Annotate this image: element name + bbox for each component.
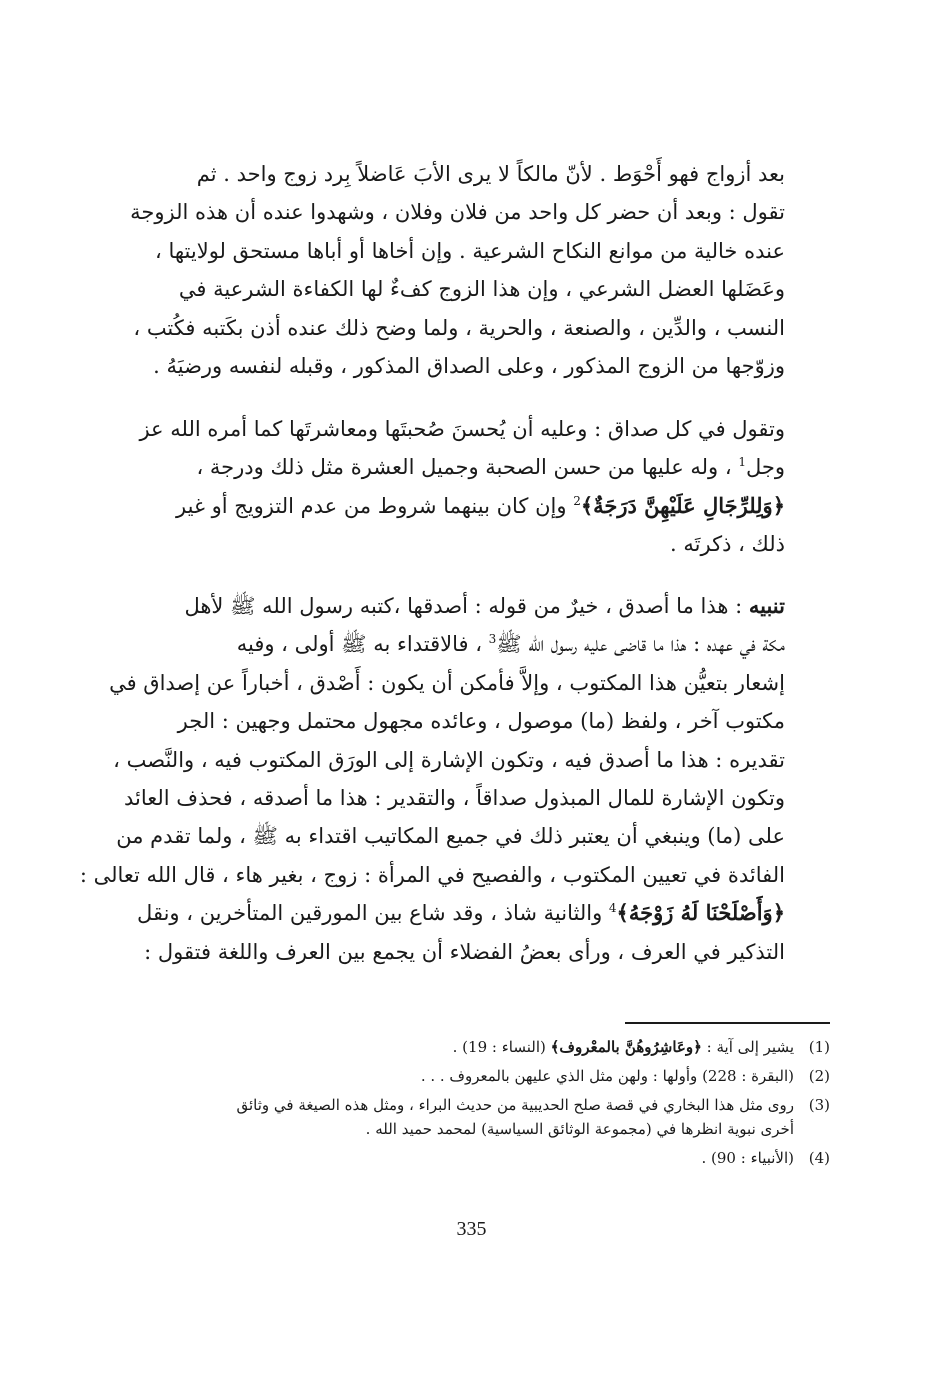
footnote-text (150, 1035, 794, 1059)
text-segment: مكة في عهده : هذا ما قاضى عليه رسول الله ﷺ (496, 632, 785, 657)
footnote-line: روى مثل هذا البخاري في قصة صلح الحديبية من حديث البراء ، ومثل هذه الصيغة في وثائق (236, 1096, 794, 1114)
footnote-ref-4[interactable]: 4 (608, 901, 617, 916)
text-line (160, 625, 785, 663)
text-line: عنده خالية من موانع النكاح الشرعية . وإن أخاها أو أباها مستحق لولايتها ، (155, 238, 785, 263)
footnote-number: (3) (808, 1096, 830, 1114)
text-line: وزوّجها من الزوج المذكور ، وعلى الصداق المذكور ، وقبله لنفسه ورضيَهُ . (153, 353, 785, 378)
text-line: ذلك ، ذكرتَه . (670, 532, 785, 557)
footnote-text (150, 1093, 794, 1141)
text-line: تقول : وبعد أن حضر كل واحد من فلان وفلان ، وشهدوا عنده أن هذه الزوجة (130, 200, 785, 225)
text-segment: والثانية شاذ ، وقد شاع بين المورقين المتأخرين ، ونقل (137, 901, 609, 926)
footnote-2 (150, 1064, 830, 1088)
text-segment: وإن كان بينهما شروط من عدم التزويج أو غير (176, 493, 574, 518)
footnote-line: (البقرة : 228) وأولها : ولهن مثل الذي عليهن بالمعروف . . . (420, 1067, 794, 1085)
page-number: 335 (456, 1218, 487, 1240)
footnote-1 (150, 1035, 830, 1059)
text-line (160, 487, 785, 525)
text-line: وتكون الإشارة للمال المبذول صداقاً ، والتقدير : هذا ما أصدقه ، فحذف العائد (124, 785, 785, 810)
text-line: إشعار بتعيُّن هذا المكتوب ، وإلاَّ فأمكن أن يكون : أَصْدق ، أخباراً عن إصداق في (109, 670, 785, 695)
footnote-text (150, 1064, 794, 1088)
footnote-line: (الأنبياء : 90) . (701, 1149, 794, 1167)
text-segment: ، وله عليها من حسن الصحبة وجميل العشرة مثل ذلك ودرجة ، (196, 455, 739, 480)
footnote-line: أخرى نبوية انظرها في (مجموعة الوثائق السياسية) لمحمد حميد الله . (365, 1120, 794, 1138)
quran-verse: ﴿وَلِلرِّجَالِ عَلَيْهِنَّ دَرَجَةٌ﴾ (580, 492, 785, 518)
paragraph-2 (139, 410, 785, 564)
text-segment: (النساء : 19) . (452, 1038, 551, 1056)
text-segment: ، فالاقتداء به ﷺ أولى ، وفيه (236, 632, 489, 657)
paragraph-3 (79, 587, 785, 971)
footnote-number: (2) (808, 1067, 830, 1085)
footnote-4 (150, 1146, 830, 1170)
note-heading: تنبيه (748, 593, 785, 618)
footnote-text (150, 1146, 794, 1170)
text-line (160, 587, 785, 625)
text-segment: يشير إلى آية : (701, 1038, 794, 1056)
footnote-ref-3[interactable]: 3 (488, 632, 497, 647)
text-segment: : هذا ما أصدق ، خيرٌ من قوله : أصدقها ،كتبه رسول الله ﷺ لأهل (184, 594, 749, 618)
text-line: الفائدة في تعيين المكتوب ، والفصيح في المرأة : زوج ، بغير هاء ، قال الله تعالى : (79, 862, 785, 887)
footnotes (150, 1035, 830, 1175)
text-line: النسب ، والدِّين ، والصنعة ، والحرية ، ولما وضح ذلك عنده أذن بكَتبه فكُتب ، (133, 315, 785, 340)
text-line: بعد أزواج فهو أَحْوَط . لأنّ مالكاً لا يرى الأبَ عَاضلاً بِرد زوج واحد . ثم (196, 162, 785, 186)
text-line: تقديره : هذا ما أصدق فيه ، وتكون الإشارة إلى الورَق المكتوب فيه ، والنَّصب ، (113, 747, 785, 772)
text-line (137, 894, 785, 932)
footnote-line (150, 1035, 794, 1059)
footnote-number: (4) (808, 1149, 830, 1167)
text-line: مكتوب آخر ، ولفظ (ما) موصول ، وعائده مجهول محتمل وجهين : الجر (177, 709, 785, 734)
footnote-3 (150, 1093, 830, 1141)
footnote-ref-1[interactable]: 1 (738, 455, 746, 470)
text-line: وتقول في كل صداق : وعليه أن يُحسنَ صُحبتَها ومعاشرتَها كما أمره الله عز (139, 417, 785, 441)
text-line: على (ما) وينبغي أن يعتبر ذلك في جميع المكاتيب اقتداء به ﷺ ، ولما تقدم من (116, 824, 785, 849)
quran-verse: ﴿وَأَصْلَحْنَا لَهُ زَوْجَهُ﴾ (616, 900, 785, 926)
paragraph-1 (130, 155, 785, 385)
text-line: التذكير في العرف ، ورأى بعضُ الفضلاء أن يجمع بين العرف واللغة فتقول : (144, 939, 785, 964)
text-line: وعَضَلها العضل الشرعي ، وإن هذا الزوج كفءٌ لها الكفاءة الشرعية في (178, 277, 785, 302)
quran-verse: ﴿وعَاشِرُوهُنَّ بالمعْروف﴾ (550, 1038, 702, 1056)
text-line (160, 448, 785, 486)
text-segment: وجل (745, 455, 785, 480)
footnote-ref-2[interactable]: 2 (573, 493, 581, 508)
footnote-divider (625, 1022, 830, 1024)
footnote-number: (1) (808, 1038, 830, 1056)
